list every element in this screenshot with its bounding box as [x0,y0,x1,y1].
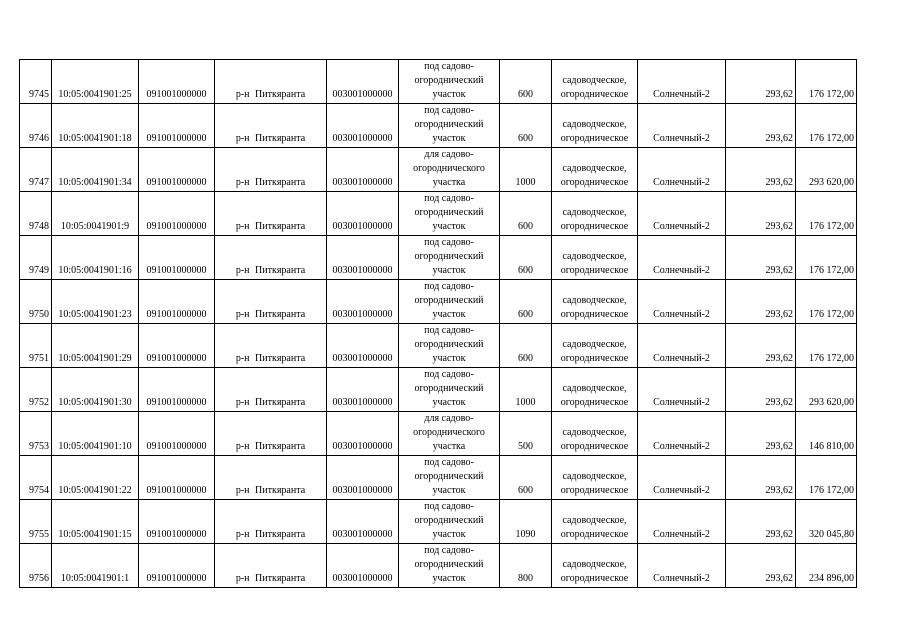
cell-permitted-use [552,104,638,148]
cell-district: р-н Питкяранта [215,456,327,500]
cell-district: р-н Питкяранта [215,60,327,104]
cell-number: 9755 [20,500,52,544]
cell-purpose-line: огороднический [414,515,484,526]
table-body [20,60,857,588]
cell-code: 003001000000 [327,544,399,588]
cell-district: р-н Питкяранта [215,500,327,544]
cell-purpose-line: огороднический [414,251,484,262]
cell-purpose-line: под садово- [424,281,474,292]
cell-purpose-line: участок [432,573,466,584]
cell-rate: 293,62 [726,104,796,148]
cell-number: 9751 [20,324,52,368]
cell-purpose-line: для садово- [424,413,474,424]
cell-permitted-use [552,236,638,280]
cell-number: 9756 [20,544,52,588]
cell-number: 9752 [20,368,52,412]
cell-permitted-use-line: огородническое [560,133,629,144]
cell-purpose-line: участок [432,221,466,232]
cell-permitted-use [552,324,638,368]
cell-number: 9753 [20,412,52,456]
table-row [20,192,857,236]
cell-permitted-use-line: садоводческое, [562,295,627,306]
cell-rate: 293,62 [726,280,796,324]
cell-purpose-line: под садово- [424,369,474,380]
cell-okato: 091001000000 [139,148,215,192]
table-row [20,148,857,192]
cell-permitted-use-line: огородническое [560,177,629,188]
table-row [20,368,857,412]
cell-okato: 091001000000 [139,324,215,368]
table-row [20,324,857,368]
cell-settlement: Солнечный-2 [638,104,726,148]
cell-permitted-use [552,544,638,588]
cell-number: 9747 [20,148,52,192]
cell-permitted-use-line: садоводческое, [562,163,627,174]
cell-permitted-use-line: садоводческое, [562,251,627,262]
cell-purpose [399,368,500,412]
table-row [20,412,857,456]
cell-area: 1090 [500,500,552,544]
cell-purpose-line: участок [432,89,466,100]
cell-number: 9746 [20,104,52,148]
cell-purpose-line: огороднический [414,339,484,350]
cell-cadastral-number: 10:05:0041901:23 [52,280,139,324]
cell-district: р-н Питкяранта [215,280,327,324]
cell-cadastral-value: 176 172,00 [796,192,857,236]
cell-code: 003001000000 [327,148,399,192]
cell-cadastral-value: 176 172,00 [796,280,857,324]
cell-permitted-use [552,368,638,412]
cell-purpose-line: огороднического [413,163,485,174]
cell-purpose [399,148,500,192]
cell-purpose [399,412,500,456]
cell-permitted-use-line: садоводческое, [562,383,627,394]
cell-cadastral-value: 293 620,00 [796,368,857,412]
cell-permitted-use-line: огородническое [560,573,629,584]
table-row [20,236,857,280]
cell-code: 003001000000 [327,412,399,456]
cell-code: 003001000000 [327,104,399,148]
cell-district: р-н Питкяранта [215,368,327,412]
cell-permitted-use-line: садоводческое, [562,471,627,482]
cell-purpose-line: под садово- [424,457,474,468]
cell-cadastral-number: 10:05:0041901:34 [52,148,139,192]
cell-cadastral-number: 10:05:0041901:9 [52,192,139,236]
cell-permitted-use-line: огородническое [560,221,629,232]
cell-number: 9754 [20,456,52,500]
cell-area: 600 [500,192,552,236]
cell-purpose-line: участок [432,397,466,408]
cell-okato: 091001000000 [139,280,215,324]
table-row [20,456,857,500]
cell-purpose-line: для садово- [424,149,474,160]
cell-permitted-use-line: огородническое [560,529,629,540]
cell-code: 003001000000 [327,60,399,104]
cell-number: 9749 [20,236,52,280]
cell-permitted-use [552,412,638,456]
cell-purpose-line: огороднического [413,427,485,438]
cell-district: р-н Питкяранта [215,192,327,236]
cell-rate: 293,62 [726,236,796,280]
cell-cadastral-value: 320 045,80 [796,500,857,544]
cell-rate: 293,62 [726,456,796,500]
cell-okato: 091001000000 [139,368,215,412]
cell-permitted-use-line: садоводческое, [562,427,627,438]
cell-rate: 293,62 [726,324,796,368]
cell-rate: 293,62 [726,148,796,192]
cell-purpose [399,60,500,104]
cell-settlement: Солнечный-2 [638,368,726,412]
cell-area: 600 [500,456,552,500]
cell-purpose-line: под садово- [424,501,474,512]
cell-cadastral-value: 176 172,00 [796,456,857,500]
cell-permitted-use [552,456,638,500]
cell-purpose [399,324,500,368]
cell-purpose-line: участок [432,485,466,496]
table-row [20,60,857,104]
cell-area: 600 [500,236,552,280]
cell-permitted-use-line: огородническое [560,89,629,100]
cell-purpose-line: под садово- [424,325,474,336]
cell-permitted-use-line: садоводческое, [562,207,627,218]
cell-purpose-line: огороднический [414,559,484,570]
cell-cadastral-value: 176 172,00 [796,236,857,280]
cell-permitted-use-line: огородническое [560,309,629,320]
cell-permitted-use-line: садоводческое, [562,75,627,86]
cell-purpose [399,192,500,236]
cell-permitted-use-line: садоводческое, [562,339,627,350]
cell-rate: 293,62 [726,60,796,104]
cell-purpose [399,280,500,324]
cell-okato: 091001000000 [139,192,215,236]
cell-code: 003001000000 [327,192,399,236]
cell-rate: 293,62 [726,544,796,588]
cell-purpose-line: участок [432,265,466,276]
cell-cadastral-number: 10:05:0041901:25 [52,60,139,104]
cell-okato: 091001000000 [139,236,215,280]
cell-cadastral-number: 10:05:0041901:10 [52,412,139,456]
cell-permitted-use-line: садоводческое, [562,559,627,570]
cell-settlement: Солнечный-2 [638,280,726,324]
cell-okato: 091001000000 [139,412,215,456]
cell-okato: 091001000000 [139,456,215,500]
cell-permitted-use-line: огородническое [560,353,629,364]
cell-code: 003001000000 [327,456,399,500]
cell-code: 003001000000 [327,368,399,412]
cell-area: 1000 [500,368,552,412]
cell-permitted-use-line: садоводческое, [562,119,627,130]
cell-purpose-line: огороднический [414,295,484,306]
cell-cadastral-number: 10:05:0041901:22 [52,456,139,500]
cell-district: р-н Питкяранта [215,412,327,456]
cell-purpose [399,456,500,500]
cell-cadastral-number: 10:05:0041901:16 [52,236,139,280]
cell-cadastral-number: 10:05:0041901:1 [52,544,139,588]
cell-purpose-line: огороднический [414,207,484,218]
cell-area: 600 [500,324,552,368]
table-row [20,104,857,148]
cell-area: 600 [500,104,552,148]
cell-settlement: Солнечный-2 [638,544,726,588]
cell-cadastral-value: 293 620,00 [796,148,857,192]
cell-purpose-line: под садово- [424,105,474,116]
cell-okato: 091001000000 [139,544,215,588]
cell-purpose [399,544,500,588]
cell-cadastral-number: 10:05:0041901:29 [52,324,139,368]
cell-purpose-line: участок [432,309,466,320]
cell-purpose-line: под садово- [424,193,474,204]
cell-purpose-line: под садово- [424,237,474,248]
cell-purpose-line: участка [432,441,466,452]
cell-cadastral-value: 176 172,00 [796,60,857,104]
table-row [20,544,857,588]
cell-rate: 293,62 [726,368,796,412]
cell-number: 9748 [20,192,52,236]
cell-district: р-н Питкяранта [215,236,327,280]
cell-rate: 293,62 [726,192,796,236]
cell-permitted-use-line: огородническое [560,485,629,496]
cell-cadastral-number: 10:05:0041901:15 [52,500,139,544]
cell-settlement: Солнечный-2 [638,236,726,280]
cell-district: р-н Питкяранта [215,544,327,588]
cell-purpose-line: участок [432,529,466,540]
cell-district: р-н Питкяранта [215,104,327,148]
cell-purpose-line: огороднический [414,471,484,482]
table-row [20,280,857,324]
cell-permitted-use [552,148,638,192]
cell-permitted-use-line: огородническое [560,441,629,452]
cell-area: 600 [500,60,552,104]
cell-okato: 091001000000 [139,500,215,544]
cell-area: 1000 [500,148,552,192]
cell-purpose-line: огороднический [414,75,484,86]
cell-permitted-use-line: садоводческое, [562,515,627,526]
cell-okato: 091001000000 [139,60,215,104]
cell-cadastral-value: 234 896,00 [796,544,857,588]
cell-district: р-н Питкяранта [215,148,327,192]
cell-settlement: Солнечный-2 [638,192,726,236]
cell-purpose [399,236,500,280]
cell-settlement: Солнечный-2 [638,148,726,192]
cell-rate: 293,62 [726,500,796,544]
cell-number: 9750 [20,280,52,324]
cell-permitted-use [552,500,638,544]
cell-code: 003001000000 [327,236,399,280]
cell-code: 003001000000 [327,280,399,324]
cell-code: 003001000000 [327,324,399,368]
cell-area: 500 [500,412,552,456]
cell-purpose-line: участок [432,353,466,364]
cell-purpose-line: под садово- [424,61,474,72]
cell-code: 003001000000 [327,500,399,544]
cell-district: р-н Питкяранта [215,324,327,368]
cell-settlement: Солнечный-2 [638,412,726,456]
cell-cadastral-value: 176 172,00 [796,324,857,368]
cell-settlement: Солнечный-2 [638,456,726,500]
cell-purpose-line: огороднический [414,383,484,394]
cell-purpose-line: участка [432,177,466,188]
cell-purpose [399,500,500,544]
cadastral-value-table [19,59,857,588]
cell-purpose-line: огороднический [414,119,484,130]
cell-permitted-use-line: огородническое [560,265,629,276]
cell-cadastral-value: 176 172,00 [796,104,857,148]
cell-settlement: Солнечный-2 [638,324,726,368]
cell-purpose-line: под садово- [424,545,474,556]
cell-permitted-use [552,60,638,104]
cell-permitted-use [552,192,638,236]
cell-okato: 091001000000 [139,104,215,148]
cell-area: 800 [500,544,552,588]
cell-cadastral-number: 10:05:0041901:18 [52,104,139,148]
cell-purpose-line: участок [432,133,466,144]
cell-rate: 293,62 [726,412,796,456]
cell-permitted-use-line: огородническое [560,397,629,408]
cell-number: 9745 [20,60,52,104]
cell-area: 600 [500,280,552,324]
cell-cadastral-number: 10:05:0041901:30 [52,368,139,412]
cell-settlement: Солнечный-2 [638,500,726,544]
table-row [20,500,857,544]
cell-cadastral-value: 146 810,00 [796,412,857,456]
cell-settlement: Солнечный-2 [638,60,726,104]
cell-permitted-use [552,280,638,324]
cell-purpose [399,104,500,148]
